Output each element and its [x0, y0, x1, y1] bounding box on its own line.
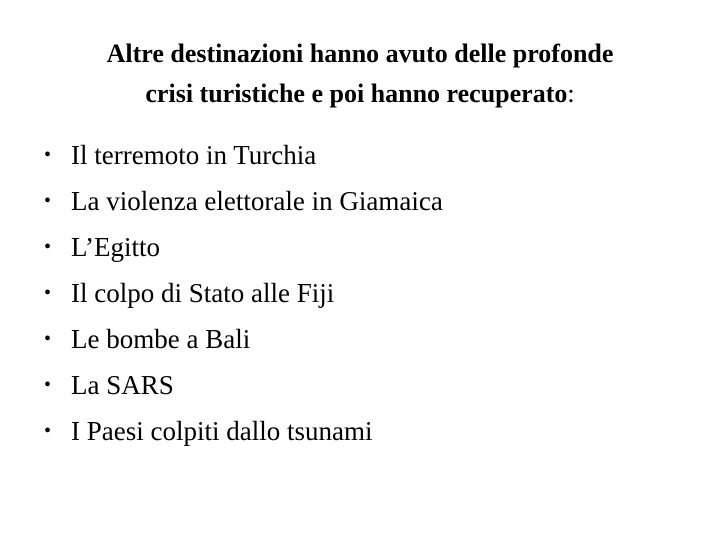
list-item	[44, 408, 443, 454]
list-item	[44, 316, 443, 362]
list-item-text: Il colpo di Stato alle Fiji	[71, 278, 335, 308]
bullet-icon: •	[44, 190, 52, 212]
bullet-icon: •	[44, 328, 52, 350]
bullet-icon: •	[44, 374, 52, 396]
list-item-text: La SARS	[71, 370, 174, 400]
list-item	[44, 132, 443, 178]
list-item-text: I Paesi colpiti dallo tsunami	[71, 416, 373, 446]
bullet-icon: •	[44, 420, 52, 442]
list-item-text: Il terremoto in Turchia	[71, 140, 317, 170]
title-line-2-text: crisi turistiche e poi hanno recuperato	[145, 79, 568, 108]
list-item-text: L’Egitto	[71, 232, 161, 262]
bullet-list	[44, 132, 443, 454]
list-item	[44, 178, 443, 224]
list-item-text: Le bombe a Bali	[71, 324, 251, 354]
slide-title	[20, 34, 700, 114]
list-item	[44, 270, 443, 316]
title-line-1: Altre destinazioni hanno avuto delle profonde	[106, 39, 614, 68]
title-line-2	[20, 74, 700, 114]
bullet-icon: •	[44, 236, 52, 258]
list-item	[44, 362, 443, 408]
list-item-text: La violenza elettorale in Giamaica	[71, 186, 443, 216]
bullet-icon: •	[44, 144, 52, 166]
list-item	[44, 224, 443, 270]
title-colon: :	[567, 79, 575, 108]
bullet-icon: •	[44, 282, 52, 304]
